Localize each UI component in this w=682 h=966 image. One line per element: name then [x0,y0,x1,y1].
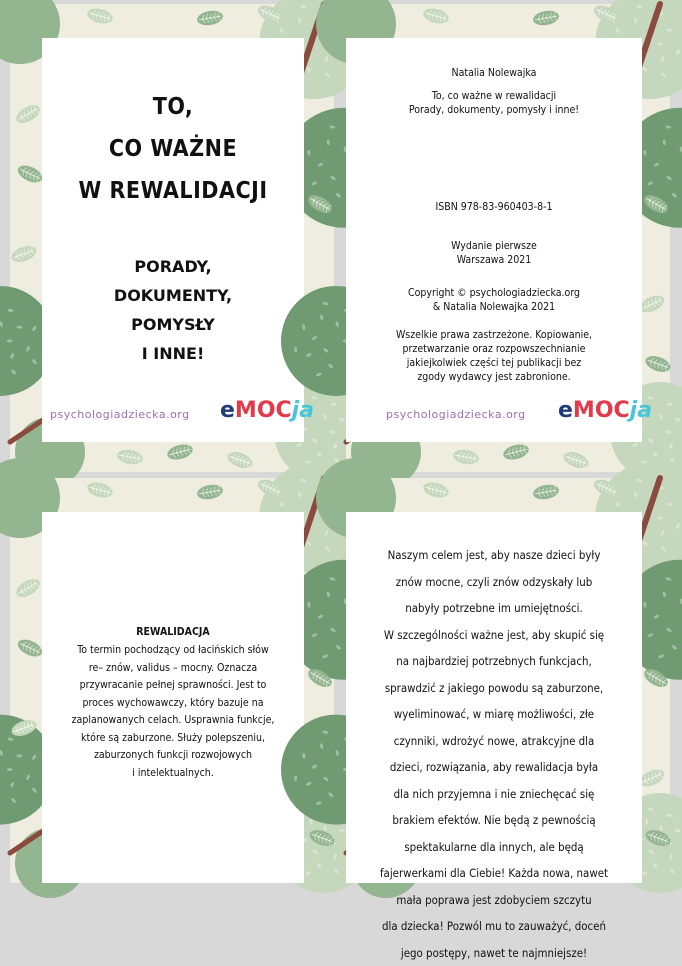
goals-line: W szczególności ważne jest, aby skupić się [346,622,642,649]
leaf-shape [86,480,115,500]
brand-ja: ja [292,398,314,423]
cover-title-line: CO WAŻNE [42,128,304,170]
leaf-shape [15,162,44,186]
leaf-shape [643,353,672,375]
leaf-shape [422,480,451,500]
definition-card [42,512,304,883]
leaf-shape [9,243,38,265]
emocja-logo [220,398,314,423]
rights-notice [346,328,642,384]
leaf-shape [166,442,195,462]
brand-e: e [558,398,573,423]
edition-line: Wydanie pierwsze [346,239,642,253]
isbn: ISBN 978-83-960403-8-1 [346,200,642,214]
emocja-logo [558,398,652,423]
goals-line: na najbardziej potrzebnych funkcjach, [346,648,642,675]
leaf-shape [502,442,531,462]
cover-subtitle [42,252,304,368]
definition-heading: REWALIDACJA [42,624,304,642]
site-logo: psychologiadziecka.org [50,408,190,421]
leaf-shape [116,448,144,466]
copyright [346,286,642,314]
imprint-card [346,38,642,442]
definition-line: To termin pochodzący od łacińskich słów [42,642,304,660]
cover-subtitle-line: I INNE! [42,339,304,368]
copyright-line: Copyright © psychologiadziecka.org [346,286,642,300]
definition-line: re– znów, validus – mocny. Oznacza [42,660,304,678]
leaf-shape [422,6,451,26]
definition-line: zaplanowanych celach. Usprawnia funkcje, [42,712,304,730]
goals-line: sprawdzić z jakiego powodu są zaburzone, [346,675,642,702]
brand-moc: MOC [573,398,630,423]
goals-line: czynniki, wdrożyć nowe, atrakcyjne dla [346,728,642,755]
definition-text [42,642,304,782]
rights-line: jakiejkolwiek części tej publikacji bez [346,356,642,370]
goals-line: fajerwerkami dla Ciebie! Każda nowa, nawet [346,860,642,887]
definition-line: i intelektualnych. [42,765,304,783]
cover-subtitle-line: DOKUMENTY, [42,281,304,310]
leaf-shape [225,449,254,471]
edition [346,239,642,267]
leaf-shape [13,101,43,126]
page-imprint [346,4,670,472]
brand-moc: MOC [235,398,292,423]
goals-line: dla dziecka! Pozwól mu to zauważyć, doceń [346,913,642,940]
brand-e: e [220,398,235,423]
leaf-shape [561,449,590,471]
definition-line: proces wychowawczy, który bazuje na [42,695,304,713]
cover-title-line: W REWALIDACJI [42,170,304,212]
leaf-shape [86,6,115,26]
page-goals [346,478,670,883]
leaf-shape [196,9,224,27]
page-cover [10,4,334,472]
goals-line: dzieci, rozwiązania, aby rewalidacja była [346,754,642,781]
cover-subtitle-line: POMYSŁY [42,310,304,339]
goals-line: brakiem efektów. Nie będą z pewnością [346,807,642,834]
rights-line: zgody wydawcy jest zabronione. [346,370,642,384]
site-logo: psychologiadziecka.org [386,408,526,421]
brand-ja: ja [630,398,652,423]
goals-card [346,512,642,883]
goals-line: wyeliminować, w miarę możliwości, złe [346,701,642,728]
cover-title-line: TO, [42,86,304,128]
leaf-shape [13,575,43,600]
definition-line: przywracanie pełnej sprawności. Jest to [42,677,304,695]
goals-line: spektakularne dla innych, ale będą [346,834,642,861]
book-title-line: Porady, dokumenty, pomysły i inne! [346,103,642,117]
copyright-line: & Natalia Nolewajka 2021 [346,300,642,314]
leaf-shape [452,448,480,466]
leaf-shape [15,636,44,660]
cover-title [42,86,304,212]
definition-line: zaburzonych funkcji rozwojowych [42,747,304,765]
leaf-shape [532,483,560,501]
rights-line: przetwarzanie oraz rozpowszechnianie [346,342,642,356]
leaf-shape [532,9,560,27]
book-title [346,89,642,117]
cover-subtitle-line: PORADY, [42,252,304,281]
book-title-line: To, co ważne w rewalidacji [346,89,642,103]
cover-card [42,38,304,442]
author-name: Natalia Nolewajka [346,66,642,80]
edition-line: Warszawa 2021 [346,253,642,267]
definition-line: które są zaburzone. Służy polepszeniu, [42,730,304,748]
goals-line: dla nich przyjemna i nie zniechęcać się [346,781,642,808]
leaf-shape [196,483,224,501]
goals-line: mała poprawa jest zdobyciem szczytu [346,887,642,914]
rights-line: Wszelkie prawa zastrzeżone. Kopiowanie, [346,328,642,342]
page-definition [10,478,334,883]
goals-line: znów mocne, czyli znów odzyskały lub [346,569,642,596]
goals-line: nabyły potrzebne im umiejętności. [346,595,642,622]
goals-line: Naszym celem jest, aby nasze dzieci były [346,542,642,569]
goals-line: jego postępy, nawet te najmniejsze! [346,940,642,966]
goals-text [346,542,642,966]
